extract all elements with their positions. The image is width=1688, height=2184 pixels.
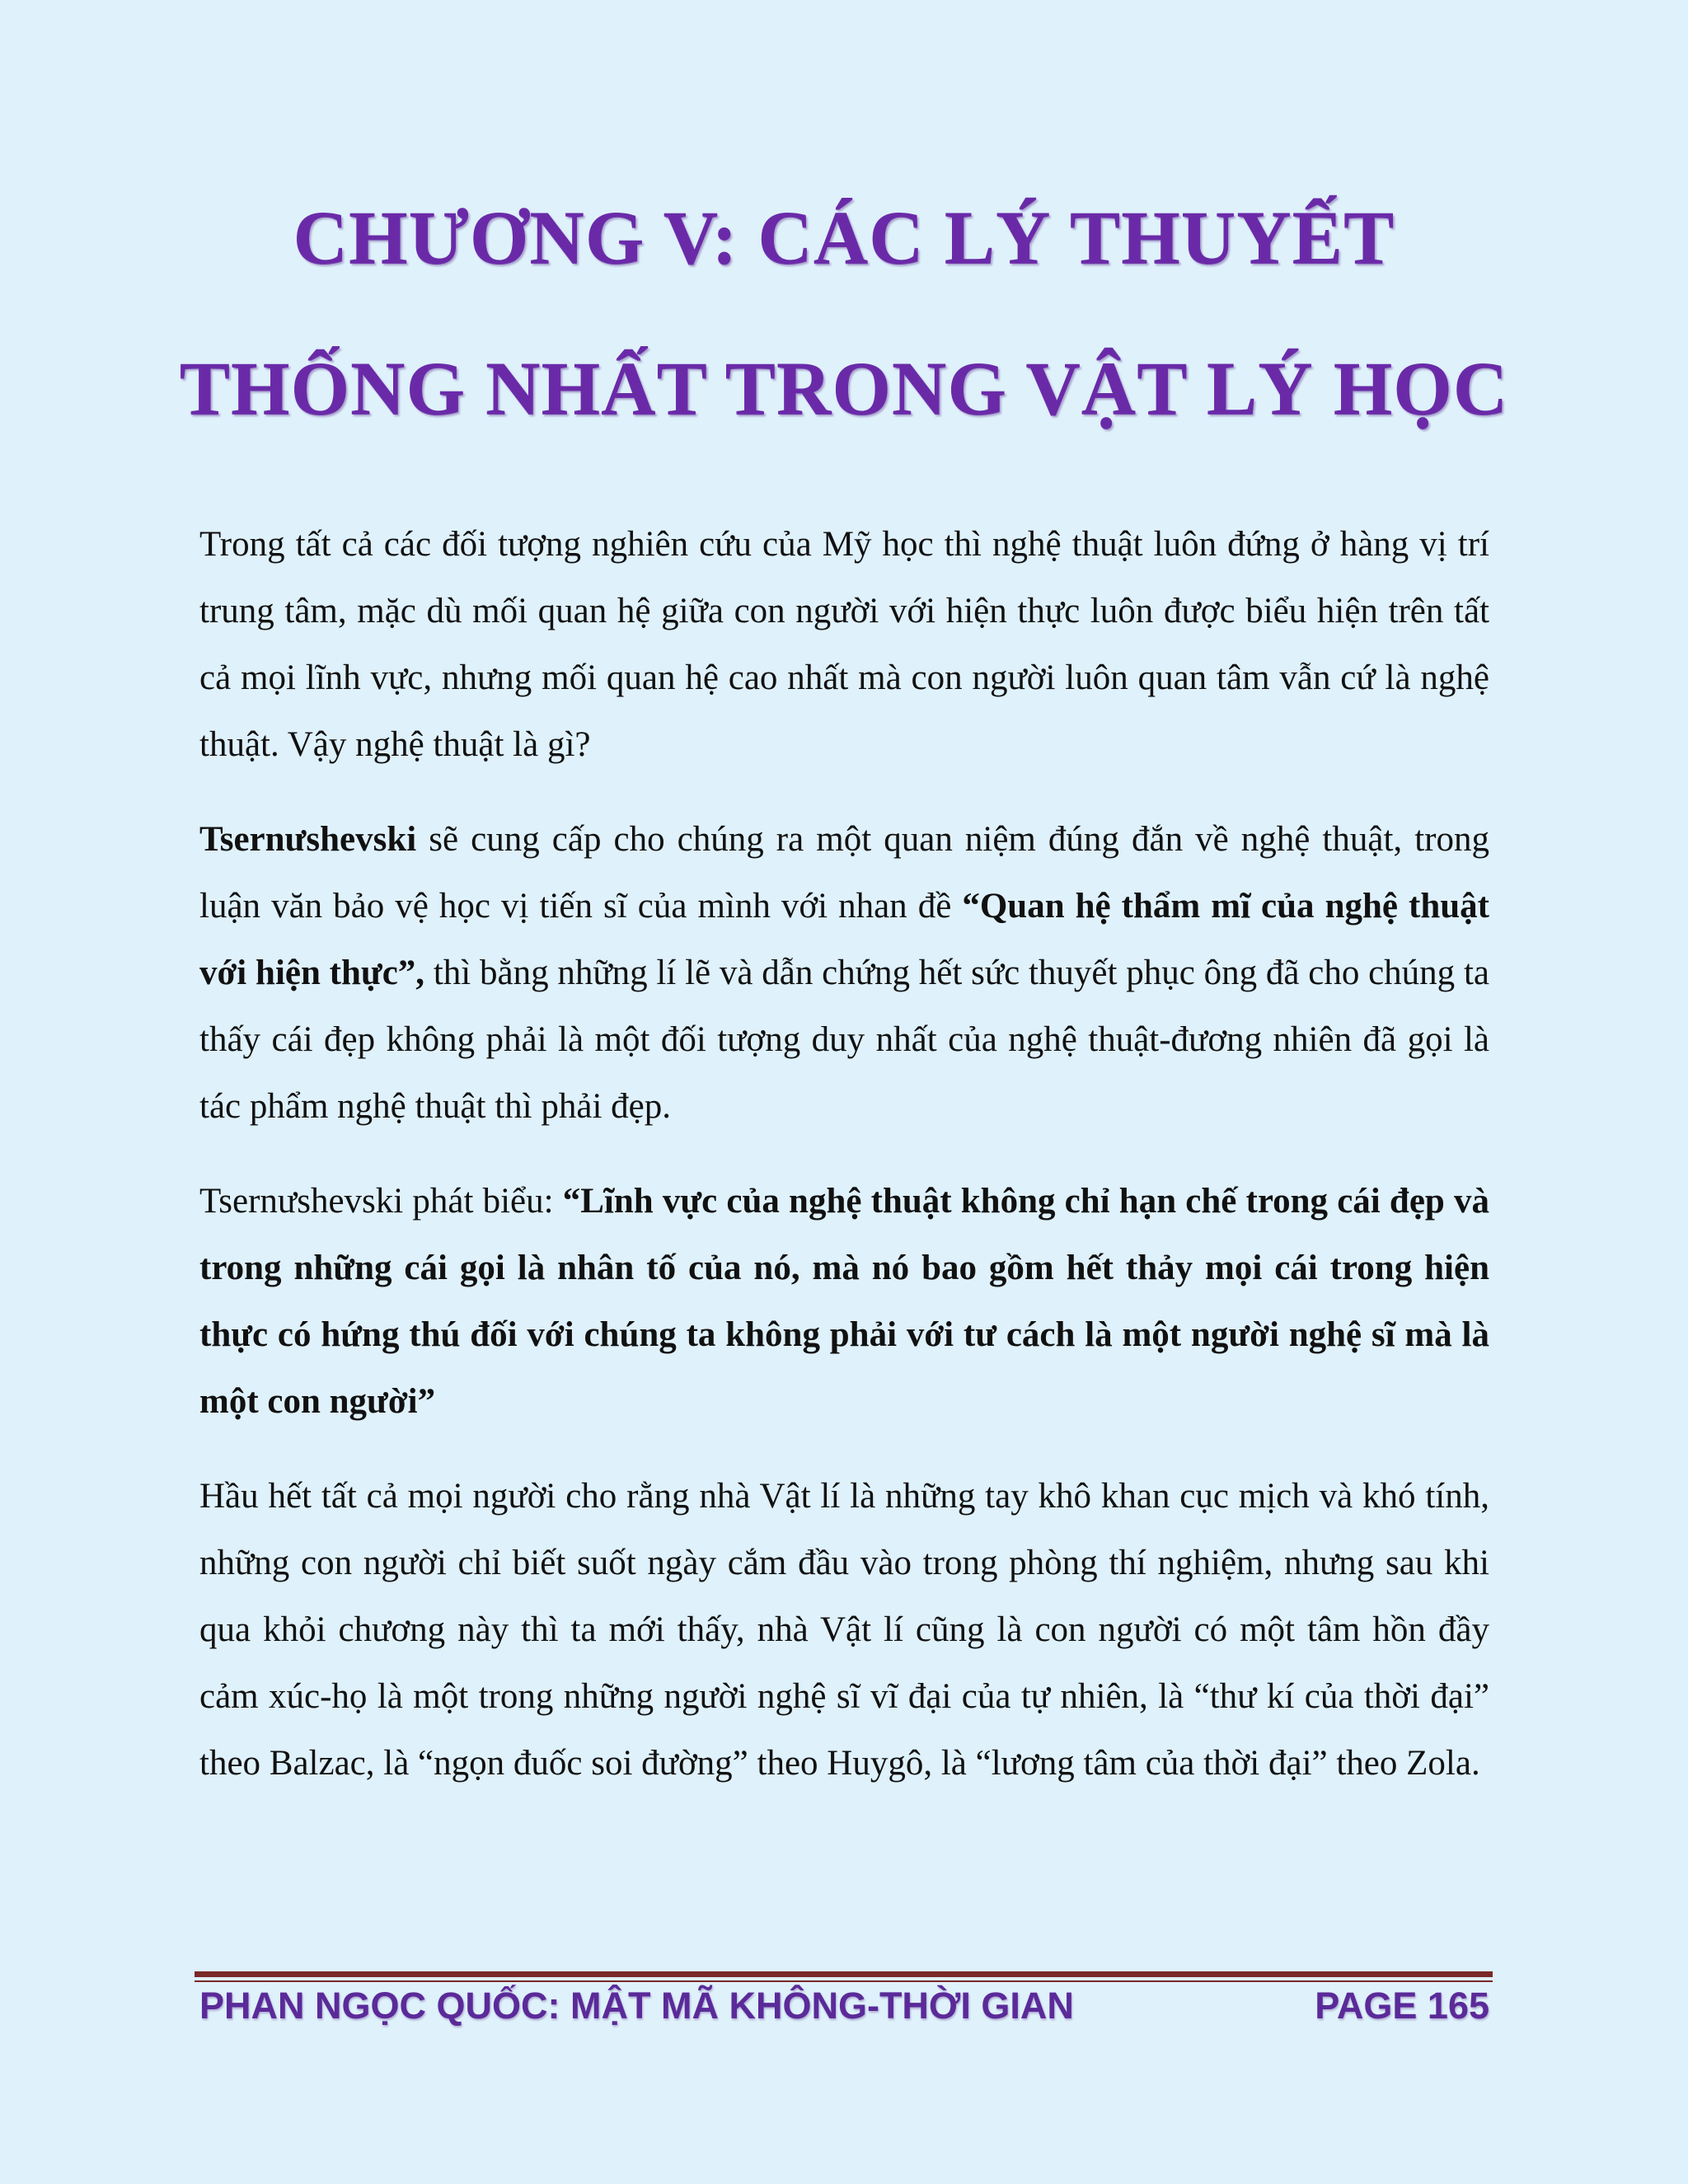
chapter-title-line1: CHƯƠNG V: CÁC LÝ THUYẾT xyxy=(293,195,1395,279)
paragraph-2 xyxy=(199,806,1489,1140)
paragraph-2-text-b: thì bằng những lí lẽ và dẫn chứng hết sức thuyết phục ông đã cho chúng ta thấy cái đẹp không phải là một đối tượng duy nhất của nghệ thuật-đương nhiên đã gọi là tác phẩm nghệ thuật thì phải đẹp. xyxy=(199,954,1489,1126)
paragraph-4 xyxy=(199,1463,1489,1797)
paragraph-4-text: Hầu hết tất cả mọi người cho rằng nhà Vật lí là những tay khô khan cục mịch và khó tính, những con người chỉ biết suốt ngày cắm đầu vào trong phòng thí nghiệm, nhưng sau khi qua khỏi chương này thì ta mới thấy, nhà Vật lí cũng là con người có một tâm hồn đầy cảm xúc-họ là một trong những người nghệ sĩ vĩ đại của tự nhiên, là “thư kí của thời đại” theo Balzac, là “ngọn đuốc soi đường” theo Huygô, là “lương tâm của thời đại” theo Zola. xyxy=(199,1477,1489,1783)
page-footer xyxy=(199,1985,1489,2034)
author-name: Tsernưshevski xyxy=(199,820,417,859)
paragraph-2-text-a: sẽ cung cấp cho chúng ra một quan niệm đúng đắn về nghệ thuật, trong luận văn bảo vệ học vị tiến sĩ của mình với nhan đề xyxy=(199,820,1489,926)
paragraph-3 xyxy=(199,1168,1489,1435)
quote-text: “Lĩnh vực của nghệ thuật không chỉ hạn chế trong cái đẹp và trong những cái gọi là nhân tố của nó, mà nó bao gồm hết thảy mọi cái trong hiện thực có hứng thú đối với chúng ta không phải với tư cách là một người nghệ sĩ mà là một con người” xyxy=(199,1182,1489,1421)
footer-book-title: PHAN NGỌC QUỐC: MẬT MÃ KHÔNG-THỜI GIAN xyxy=(199,1985,1074,2027)
footer-page-number: PAGE 165 xyxy=(1315,1985,1489,2027)
paragraph-3-intro: Tsernưshevski phát biểu: xyxy=(199,1182,563,1221)
body-text xyxy=(199,511,1489,1825)
paragraph-1 xyxy=(199,511,1489,778)
paragraph-1-text: Trong tất cả các đối tượng nghiên cứu của Mỹ học thì nghệ thuật luôn đứng ở hàng vị trí trung tâm, mặc dù mối quan hệ giữa con người với hiện thực luôn được biểu hiện trên tất cả mọi lĩnh vực, nhưng mối quan hệ cao nhất mà con người luôn quan tâm vẫn cứ là nghệ thuật. Vậy nghệ thuật là gì? xyxy=(199,525,1489,764)
chapter-title-line2: THỐNG NHẤT TRONG VẬT LÝ HỌC xyxy=(179,346,1509,430)
footer-rule-thin xyxy=(195,1980,1493,1982)
thesis-title: “Quan hệ thẩm mĩ của nghệ thuật với hiện thực”, xyxy=(199,887,1489,992)
footer-rule-thick xyxy=(195,1971,1493,1977)
